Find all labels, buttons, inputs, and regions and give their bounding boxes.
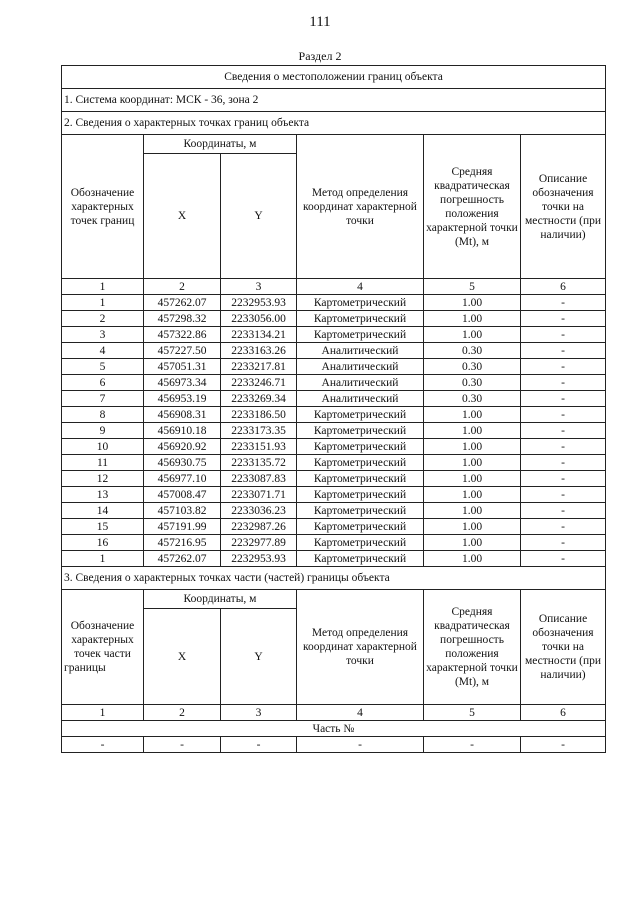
description-cell: - <box>521 295 606 311</box>
table-row <box>62 455 606 471</box>
table-row <box>62 359 606 375</box>
part3-empty-row <box>62 737 606 753</box>
x-cell: 457216.95 <box>144 535 221 551</box>
part3-column-number-row <box>62 705 606 721</box>
y-cell: 2233173.35 <box>221 423 297 439</box>
x-cell: 456908.31 <box>144 407 221 423</box>
y-cell: 2232953.93 <box>221 295 297 311</box>
table-row <box>62 311 606 327</box>
error-cell: 1.00 <box>424 471 521 487</box>
part3-col-method-header: Метод определения координат характерной точки <box>297 590 424 705</box>
table-cell: - <box>62 737 144 753</box>
description-cell: - <box>521 423 606 439</box>
x-cell: 457008.47 <box>144 487 221 503</box>
description-cell: - <box>521 551 606 567</box>
y-cell: 2233036.23 <box>221 503 297 519</box>
error-cell: 1.00 <box>424 423 521 439</box>
column-number: 4 <box>297 279 424 295</box>
column-number-row <box>62 279 606 295</box>
column-number: 1 <box>62 705 144 721</box>
y-cell: 2233217.81 <box>221 359 297 375</box>
point-id-cell: 11 <box>62 455 144 471</box>
error-cell: 1.00 <box>424 295 521 311</box>
column-number: 2 <box>144 705 221 721</box>
column-number: 3 <box>221 279 297 295</box>
method-cell: Картометрический <box>297 535 424 551</box>
error-cell: 1.00 <box>424 519 521 535</box>
error-cell: 1.00 <box>424 407 521 423</box>
error-cell: 1.00 <box>424 311 521 327</box>
part2-heading: 2. Сведения о характерных точках границ объекта <box>62 112 606 135</box>
table-row <box>62 471 606 487</box>
table-cell: - <box>144 737 221 753</box>
y-cell: 2233071.71 <box>221 487 297 503</box>
table-row <box>62 519 606 535</box>
col-desc-header: Описание обозначения точки на местности (при наличии) <box>521 135 606 279</box>
table-row <box>62 375 606 391</box>
point-id-cell: 16 <box>62 535 144 551</box>
x-cell: 457262.07 <box>144 551 221 567</box>
error-cell: 1.00 <box>424 535 521 551</box>
col-x-header: X <box>144 154 221 279</box>
y-cell: 2233056.00 <box>221 311 297 327</box>
column-number: 5 <box>424 279 521 295</box>
part3-heading: 3. Сведения о характерных точках части (частей) границы объекта <box>62 567 606 590</box>
method-cell: Картометрический <box>297 471 424 487</box>
point-id-cell: 5 <box>62 359 144 375</box>
table-cell: - <box>424 737 521 753</box>
description-cell: - <box>521 471 606 487</box>
method-cell: Картометрический <box>297 503 424 519</box>
method-cell: Картометрический <box>297 487 424 503</box>
table-row <box>62 295 606 311</box>
description-cell: - <box>521 535 606 551</box>
point-id-cell: 1 <box>62 295 144 311</box>
table-cell: - <box>221 737 297 753</box>
part3-col-x-header: X <box>144 609 221 705</box>
x-cell: 457227.50 <box>144 343 221 359</box>
point-id-cell: 7 <box>62 391 144 407</box>
column-number: 6 <box>521 705 606 721</box>
part3-col-coords-header: Координаты, м <box>144 590 297 609</box>
table-row <box>62 343 606 359</box>
boundary-table <box>61 65 606 753</box>
y-cell: 2233246.71 <box>221 375 297 391</box>
column-number: 6 <box>521 279 606 295</box>
error-cell: 0.30 <box>424 343 521 359</box>
column-number: 2 <box>144 279 221 295</box>
point-id-cell: 10 <box>62 439 144 455</box>
table-row <box>62 391 606 407</box>
method-cell: Аналитический <box>297 391 424 407</box>
table-row <box>62 423 606 439</box>
y-cell: 2232953.93 <box>221 551 297 567</box>
x-cell: 457051.31 <box>144 359 221 375</box>
column-number: 1 <box>62 279 144 295</box>
description-cell: - <box>521 503 606 519</box>
point-id-cell: 8 <box>62 407 144 423</box>
description-cell: - <box>521 487 606 503</box>
y-cell: 2233134.21 <box>221 327 297 343</box>
method-cell: Аналитический <box>297 375 424 391</box>
table-title: Сведения о местоположении границ объекта <box>62 66 606 89</box>
error-cell: 1.00 <box>424 503 521 519</box>
x-cell: 456910.18 <box>144 423 221 439</box>
error-cell: 0.30 <box>424 359 521 375</box>
error-cell: 1.00 <box>424 487 521 503</box>
table-row <box>62 503 606 519</box>
point-id-cell: 15 <box>62 519 144 535</box>
x-cell: 457298.32 <box>144 311 221 327</box>
error-cell: 1.00 <box>424 455 521 471</box>
page-number: 111 <box>309 14 331 30</box>
table-row <box>62 535 606 551</box>
y-cell: 2232987.26 <box>221 519 297 535</box>
method-cell: Аналитический <box>297 359 424 375</box>
method-cell: Картометрический <box>297 407 424 423</box>
point-id-cell: 2 <box>62 311 144 327</box>
column-number: 5 <box>424 705 521 721</box>
column-number: 4 <box>297 705 424 721</box>
method-cell: Картометрический <box>297 295 424 311</box>
section-title: Раздел 2 <box>298 49 342 63</box>
description-cell: - <box>521 439 606 455</box>
description-cell: - <box>521 519 606 535</box>
part3-col-y-header: Y <box>221 609 297 705</box>
table-cell: - <box>521 737 606 753</box>
part3-col-point-header: Обозначение характерных точек части границы <box>62 590 144 705</box>
point-id-cell: 12 <box>62 471 144 487</box>
error-cell: 0.30 <box>424 391 521 407</box>
part-number-label: Часть № <box>62 721 606 737</box>
x-cell: 456973.34 <box>144 375 221 391</box>
method-cell: Картометрический <box>297 439 424 455</box>
y-cell: 2233269.34 <box>221 391 297 407</box>
description-cell: - <box>521 407 606 423</box>
table-row <box>62 407 606 423</box>
method-cell: Картометрический <box>297 311 424 327</box>
point-id-cell: 1 <box>62 551 144 567</box>
part3-col-desc-header: Описание обозначения точки на местности (при наличии) <box>521 590 606 705</box>
method-cell: Картометрический <box>297 327 424 343</box>
x-cell: 457322.86 <box>144 327 221 343</box>
description-cell: - <box>521 375 606 391</box>
table-cell: - <box>297 737 424 753</box>
point-id-cell: 14 <box>62 503 144 519</box>
y-cell: 2233151.93 <box>221 439 297 455</box>
col-coords-header: Координаты, м <box>144 135 297 154</box>
point-id-cell: 3 <box>62 327 144 343</box>
table-row <box>62 439 606 455</box>
x-cell: 457262.07 <box>144 295 221 311</box>
part3-col-error-header: Средняя квадратическая погрешность положения характерной точки (Mt), м <box>424 590 521 705</box>
col-method-header: Метод определения координат характерной точки <box>297 135 424 279</box>
error-cell: 1.00 <box>424 439 521 455</box>
y-cell: 2232977.89 <box>221 535 297 551</box>
point-id-cell: 9 <box>62 423 144 439</box>
col-error-header: Средняя квадратическая погрешность положения характерной точки (Mt), м <box>424 135 521 279</box>
description-cell: - <box>521 391 606 407</box>
x-cell: 456920.92 <box>144 439 221 455</box>
x-cell: 456977.10 <box>144 471 221 487</box>
x-cell: 456953.19 <box>144 391 221 407</box>
method-cell: Картометрический <box>297 423 424 439</box>
error-cell: 0.30 <box>424 375 521 391</box>
y-cell: 2233087.83 <box>221 471 297 487</box>
col-y-header: Y <box>221 154 297 279</box>
description-cell: - <box>521 311 606 327</box>
y-cell: 2233186.50 <box>221 407 297 423</box>
method-cell: Аналитический <box>297 343 424 359</box>
method-cell: Картометрический <box>297 455 424 471</box>
y-cell: 2233135.72 <box>221 455 297 471</box>
x-cell: 457103.82 <box>144 503 221 519</box>
x-cell: 457191.99 <box>144 519 221 535</box>
method-cell: Картометрический <box>297 519 424 535</box>
error-cell: 1.00 <box>424 327 521 343</box>
point-id-cell: 4 <box>62 343 144 359</box>
description-cell: - <box>521 455 606 471</box>
table-row <box>62 327 606 343</box>
table-row <box>62 551 606 567</box>
point-id-cell: 13 <box>62 487 144 503</box>
description-cell: - <box>521 343 606 359</box>
point-id-cell: 6 <box>62 375 144 391</box>
col-point-header: Обозначение характерных точек границ <box>62 135 144 279</box>
description-cell: - <box>521 359 606 375</box>
error-cell: 1.00 <box>424 551 521 567</box>
description-cell: - <box>521 327 606 343</box>
y-cell: 2233163.26 <box>221 343 297 359</box>
coordinate-system: 1. Система координат: МСК - 36, зона 2 <box>62 89 606 112</box>
table-row <box>62 487 606 503</box>
method-cell: Картометрический <box>297 551 424 567</box>
x-cell: 456930.75 <box>144 455 221 471</box>
column-number: 3 <box>221 705 297 721</box>
